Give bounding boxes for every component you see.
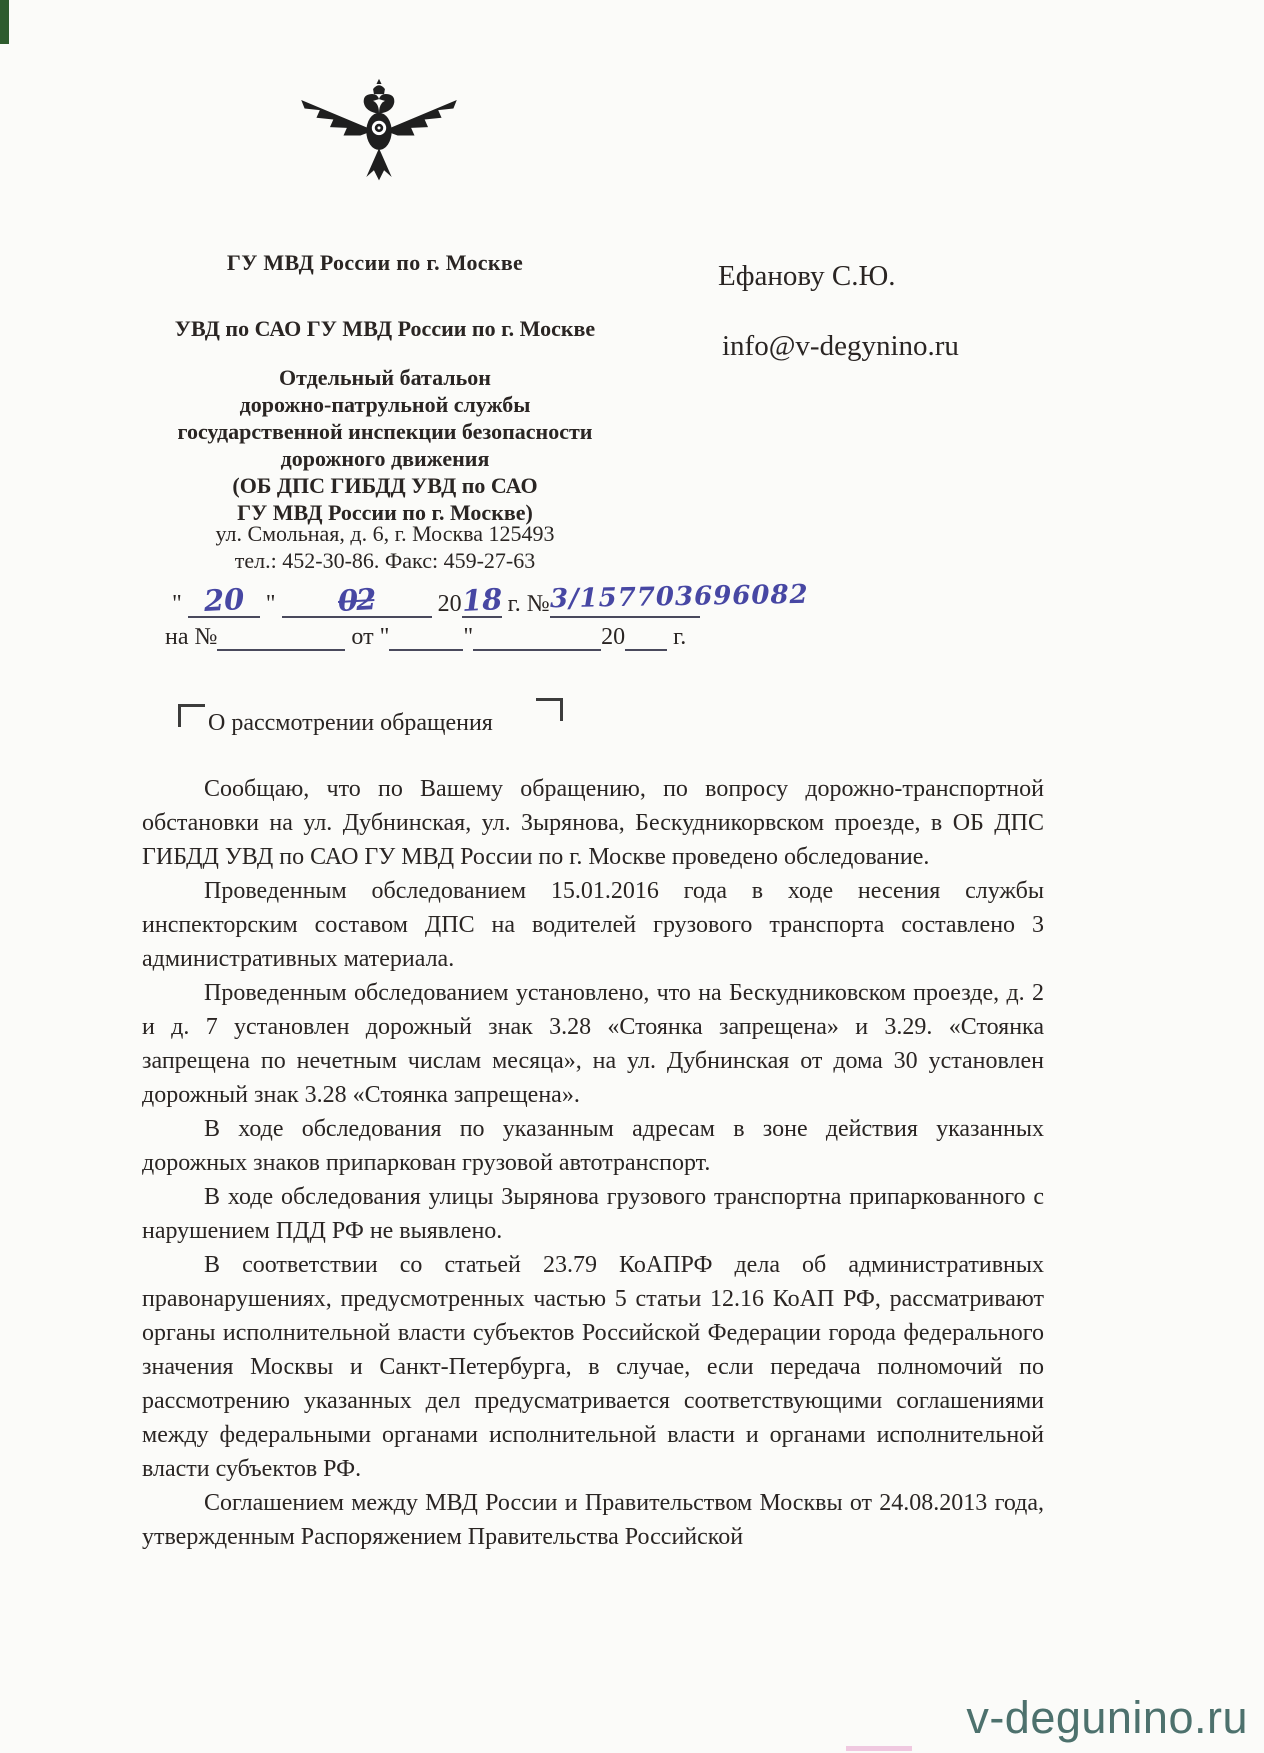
org-unit-line: дорожного движения [280,446,490,471]
org-address: ул. Смольная, д. 6, г. Москва 125493 [215,521,555,546]
year-underline [460,581,503,619]
site-watermark: v-degunino.ru [966,1692,1248,1743]
org-unit-line: (ОБ ДПС ГИБДД УВД по САО [232,473,538,498]
quote-mark: " [463,624,474,650]
org-unit-line: Отдельный батальон [279,365,491,390]
subject-line: О рассмотрении обращения [208,710,493,736]
number-label: № [526,591,550,617]
org-unit-block [110,364,660,526]
handwritten-day: 20 [202,581,245,619]
body-paragraph: В соответствии со статьей 23.79 КоАПРФ дела об административных правонарушениях, предусмотренных частью 5 статьи 12.16 КоАП РФ, рассматривают органы исполнительной власти субъектов Российской Федерации города федерального значения Москвы и Санкт-Петербурга, в случае, если передача полномочий по рассмотрению указанных дел предусматривается соответствующими соглашениями между федеральными органами исполнительной власти и органами исполнительной власти субъектов РФ. [142,1252,1044,1482]
org-phone: тел.: 452-30-86. Факс: 459-27-63 [234,548,536,573]
body-paragraph: В ходе обследования улицы Зырянова грузового транспортна припаркованного с нарушением ПДД РФ не выявлено. [142,1184,1044,1244]
body-paragraph: Соглашением между МВД России и Правительством Москвы от 24.08.2013 года, утвержденным Распоряжением Правительства Российской [142,1490,1044,1550]
scan-artifact-green [0,0,9,44]
handwritten-month: 02 [337,582,376,618]
org-division: УВД по САО ГУ МВД России по г. Москве [174,316,596,341]
handwritten-year: 18 [460,581,503,619]
number-underline [549,579,809,618]
reference-number-line [165,624,686,651]
year-printed: 20 [437,591,462,617]
month-underline [282,582,432,618]
ref-underline [217,625,345,651]
subject-corner-bracket-right [536,698,563,721]
scan-artifact-pink [846,1746,912,1751]
recipient-name: Ефанову С.Ю. [718,260,896,292]
org-unit-line: дорожно-патрульной службы [239,392,531,417]
body-paragraph: Проведенным обследованием установлено, что на Бескудниковском проезде, д. 2 и д. 7 установлен дорожный знак 3.28 «Стоянка запрещена» и 3.29. «Стоянка запрещена по нечетным числам месяца», на ул. Дубнинская от дома 30 установлен дорожный знак 3.28 «Стоянка запрещена». [142,980,1044,1108]
ref-underline [389,625,463,651]
day-underline [188,581,260,619]
year-suffix: г. [507,591,521,617]
org-unit-line: ГУ МВД России по г. Москве) [237,500,533,525]
g-label: г. [673,624,687,650]
mvd-eagle-emblem-icon [286,76,472,190]
quote-mark: " [172,591,182,617]
body-paragraph: В ходе обследования по указанным адресам в зоне действия указанных дорожных знаков припаркован грузовой автотранспорт. [142,1116,1044,1176]
ot-label: от [351,624,374,650]
year-printed: 20 [601,624,626,650]
body-paragraph: Сообщаю, что по Вашему обращению, по вопросу дорожно-транспортной обстановки на ул. Дубнинская, ул. Зырянова, Бескудникорвском проезде, в ОБ ДПС ГИБДД УВД по САО ГУ МВД России по г. Москве проведено обследование. [142,776,1044,870]
date-number-line [172,579,809,619]
quote-mark: " [265,591,276,617]
org-unit-line: государственной инспекции безопасности [177,419,593,444]
subject-corner-bracket-left [178,704,205,727]
letter-body [142,772,1044,1554]
recipient-email: info@v-degynino.ru [722,330,959,362]
body-paragraph: Проведенным обследованием 15.01.2016 года в ходе несения службы инспекторским составом ДПС на водителей грузового транспорта составлено 3 административных материала. [142,878,1044,972]
ref-underline [473,625,601,651]
ref-underline [625,625,667,651]
handwritten-number: 3/157703696082 [549,579,809,615]
org-name-top: ГУ МВД России по г. Москве [226,250,524,275]
na-label: на № [165,624,218,650]
quote-mark: " [379,624,390,650]
